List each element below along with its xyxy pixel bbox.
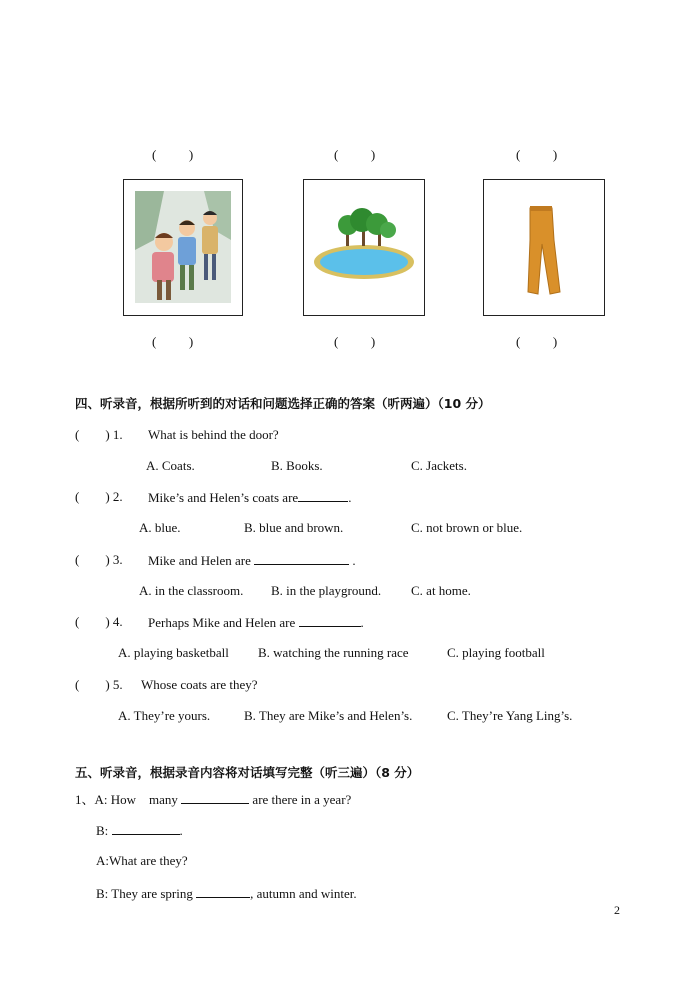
question-bracket: ( ) 1.	[75, 427, 123, 442]
option: C. at home.	[411, 583, 471, 598]
picture-hikers	[123, 179, 243, 316]
section5-heading: 五、听录音，根据录音内容将对话填写完整（听三遍）（8 分）	[75, 765, 420, 780]
option: B. in the playground.	[271, 583, 382, 598]
question-text: What is behind the door?	[148, 427, 279, 442]
option: C. They’re Yang Ling’s.	[447, 708, 573, 723]
answer-blank	[299, 614, 361, 627]
dialogue-text: , autumn and winter.	[250, 886, 357, 901]
question-bracket: ( ) 3.	[75, 552, 123, 567]
question-suffix: .	[360, 615, 364, 630]
option: A. in the classroom.	[139, 583, 244, 598]
answer-bracket: ( )	[152, 147, 194, 162]
option: C. not brown or blue.	[411, 520, 523, 535]
question-text	[148, 552, 356, 569]
question-text	[148, 614, 364, 631]
picture-pond	[303, 179, 425, 316]
dialogue-text: are there in a year?	[249, 792, 352, 807]
question-suffix: .	[349, 553, 356, 568]
question-text	[148, 489, 351, 506]
question-bracket: ( ) 5.	[75, 677, 123, 692]
dialogue-text: B:	[96, 823, 112, 838]
dialogue-line	[96, 822, 183, 839]
question-text: Whose coats are they?	[141, 677, 258, 692]
answer-blank	[112, 822, 180, 835]
answer-blank	[181, 791, 249, 804]
picture-trousers	[483, 179, 605, 316]
option: B. blue and brown.	[244, 520, 344, 535]
option: A. blue.	[139, 520, 181, 535]
answer-blank	[254, 552, 349, 565]
answer-bracket: ( )	[334, 147, 376, 162]
page-number: 2	[614, 903, 620, 917]
dialogue-text: B: They are spring	[96, 886, 197, 901]
answer-blank	[196, 885, 250, 898]
section4-heading: 四、听录音，根据所听到的对话和问题选择正确的答案（听两遍）（10 分）	[75, 396, 491, 411]
option: C. Jackets.	[411, 458, 467, 473]
answer-blank	[298, 489, 348, 502]
answer-bracket: ( )	[334, 334, 376, 349]
answer-bracket: ( )	[152, 334, 194, 349]
answer-bracket: ( )	[516, 334, 558, 349]
question-stem: Mike’s and Helen’s coats are	[148, 490, 299, 505]
dialogue-text: 1、A: How many	[75, 792, 182, 807]
option: B. They are Mike’s and Helen’s.	[244, 708, 413, 723]
dialogue-text: .	[179, 823, 183, 838]
option: B. Books.	[271, 458, 323, 473]
question-suffix: .	[348, 490, 352, 505]
option: A. playing basketball	[118, 645, 229, 660]
dialogue-line	[75, 791, 351, 808]
question-stem: Perhaps Mike and Helen are	[148, 615, 299, 630]
option: A. They’re yours.	[118, 708, 211, 723]
dialogue-line: A:What are they?	[96, 853, 188, 868]
question-stem: Mike and Helen are	[148, 553, 255, 568]
dialogue-line	[96, 885, 357, 902]
option: B. watching the running race	[258, 645, 409, 660]
answer-bracket: ( )	[516, 147, 558, 162]
question-bracket: ( ) 4.	[75, 614, 123, 629]
option: C. playing football	[447, 645, 545, 660]
question-bracket: ( ) 2.	[75, 489, 123, 504]
option: A. Coats.	[146, 458, 195, 473]
